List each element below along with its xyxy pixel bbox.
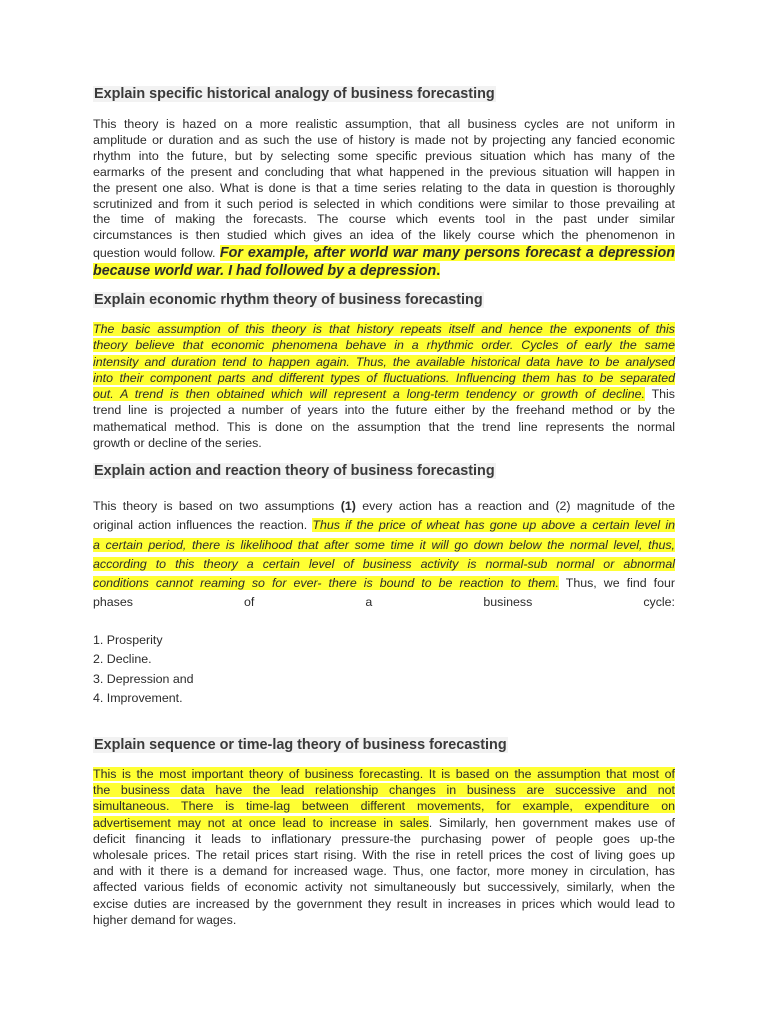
highlighted-line: according to this theory a certain level of business activity is normal-sub normal or abnormal (93, 556, 675, 571)
text-line: wholesale prices. The retail prices start rising. With the rise in retell prices the cost of living goes up (93, 848, 675, 863)
section-heading-historical-analogy: Explain specific historical analogy of business forecasting (94, 86, 495, 102)
list-item: 1. Prosperity (93, 633, 163, 647)
highlighted-line: out. A trend is then obtained which will represent a long-term tendency or growth of decline. This (93, 387, 675, 402)
text-line: the time of making the forecasts. The course which events tool in the past under similar (93, 212, 675, 227)
text-line: scrutinized and from it such period is selected in which conditions were similar to those prevailing at (93, 196, 675, 211)
highlighted-line: the business data have the lead relationship changes in business are successive and not (93, 783, 675, 798)
text-line: This theory is based on two assumptions (1) every action has a reaction and (2) magnitude of the (93, 499, 675, 513)
text-line: deficit financing it leads to inflationary pressure-the purchasing power of people goes up-the (93, 831, 675, 846)
highlighted-example-cont: because world war. I had followed by a depression (93, 263, 437, 280)
phases-line: phases of a business cycle: (93, 595, 675, 610)
text-line-with-highlight: original action influences the reaction. Thus if the price of wheat has gone up above a certain level in (93, 518, 675, 533)
text-line: excise duties are increased by the government they result in increases in prices which would lead to (93, 896, 675, 911)
text-line: circumstances is then studied which gives an idea of the likely course which the phenomenon in (93, 228, 675, 243)
highlighted-line: intensity and duration tend to happen again. Thus, the available historical data have to be analysed (93, 354, 675, 369)
section-heading-economic-rhythm: Explain economic rhythm theory of business forecasting (94, 292, 483, 308)
highlighted-line: advertisement may not at once lead to increase in sales. Similarly, hen government makes use of (93, 815, 675, 830)
text-line: earmarks of the present and concluding that what happened in the previous situation will happen in (93, 164, 675, 179)
paragraph-time-lag (93, 766, 675, 928)
highlighted-line: This is the most important theory of business forecasting. It is based on the assumption that most of (93, 767, 675, 781)
text-line: higher demand for wages. (93, 912, 237, 927)
text-line: mathematical method. This is done on the assumption that the trend line represents the normal (93, 419, 675, 434)
highlighted-line: The basic assumption of this theory is that history repeats itself and hence the exponents of this (93, 322, 675, 336)
text-line: trend line is projected a number of years into the future either by the freehand method or by the (93, 403, 675, 418)
highlighted-line: conditions cannot reaming so for ever- there is bound to be reaction to them. Thus, we find four (93, 576, 676, 591)
section-heading-time-lag: Explain sequence or time-lag theory of business forecasting (94, 737, 507, 753)
text-line: the present one also. What is done is that a time series relating to the data in question is thoroughly (93, 180, 675, 195)
paragraph-historical-analogy (93, 117, 675, 280)
highlighted-line: theory believe that economic phenomena behave in a rhythmic order. Cycles of early the same (93, 338, 675, 353)
list-item: 3. Depression and (93, 671, 194, 686)
paragraph-economic-rhythm (93, 321, 675, 451)
text-line-with-highlight: because world war. I had followed by a depression. (93, 263, 441, 280)
highlighted-line: into their component parts and different types of fluctuations. Influencing them has to be separated (93, 370, 675, 385)
text-line: rhythm into the future, but by selecting some specific previous situation which has many of the (93, 148, 675, 163)
text-line-with-highlight: question would follow. For example, after world war many persons forecast a depression (93, 245, 675, 262)
text-line: growth or decline of the series. (93, 436, 262, 451)
text-line: amplitude or duration and as such the use of history is made not by projecting any fancied economic (93, 132, 675, 147)
text-line: affected various fields of economic activity not simultaneously but successively, similarly, when the (93, 880, 675, 895)
text-line: This theory is hazed on a more realistic assumption, that all business cycles are not uniform in (93, 117, 675, 131)
highlighted-example: For example, after world war many persons forecast a depression (219, 245, 675, 262)
business-cycle-phases-list (93, 631, 194, 709)
paragraph-action-reaction (93, 497, 675, 613)
highlighted-line: simultaneous. There is time-lag between different movements, for example, expenditure on (93, 799, 675, 814)
text-line: and with it there is a demand for increased wage. Thus, one factor, more money in circulation, has (93, 864, 675, 879)
section-heading-action-reaction: Explain action and reaction theory of business forecasting (94, 463, 495, 479)
list-item: 2. Decline. (93, 652, 152, 667)
highlighted-line: a certain period, there is likelihood that after some time it will go down below the normal level, thus, (93, 537, 675, 552)
list-item: 4. Improvement. (93, 691, 183, 706)
